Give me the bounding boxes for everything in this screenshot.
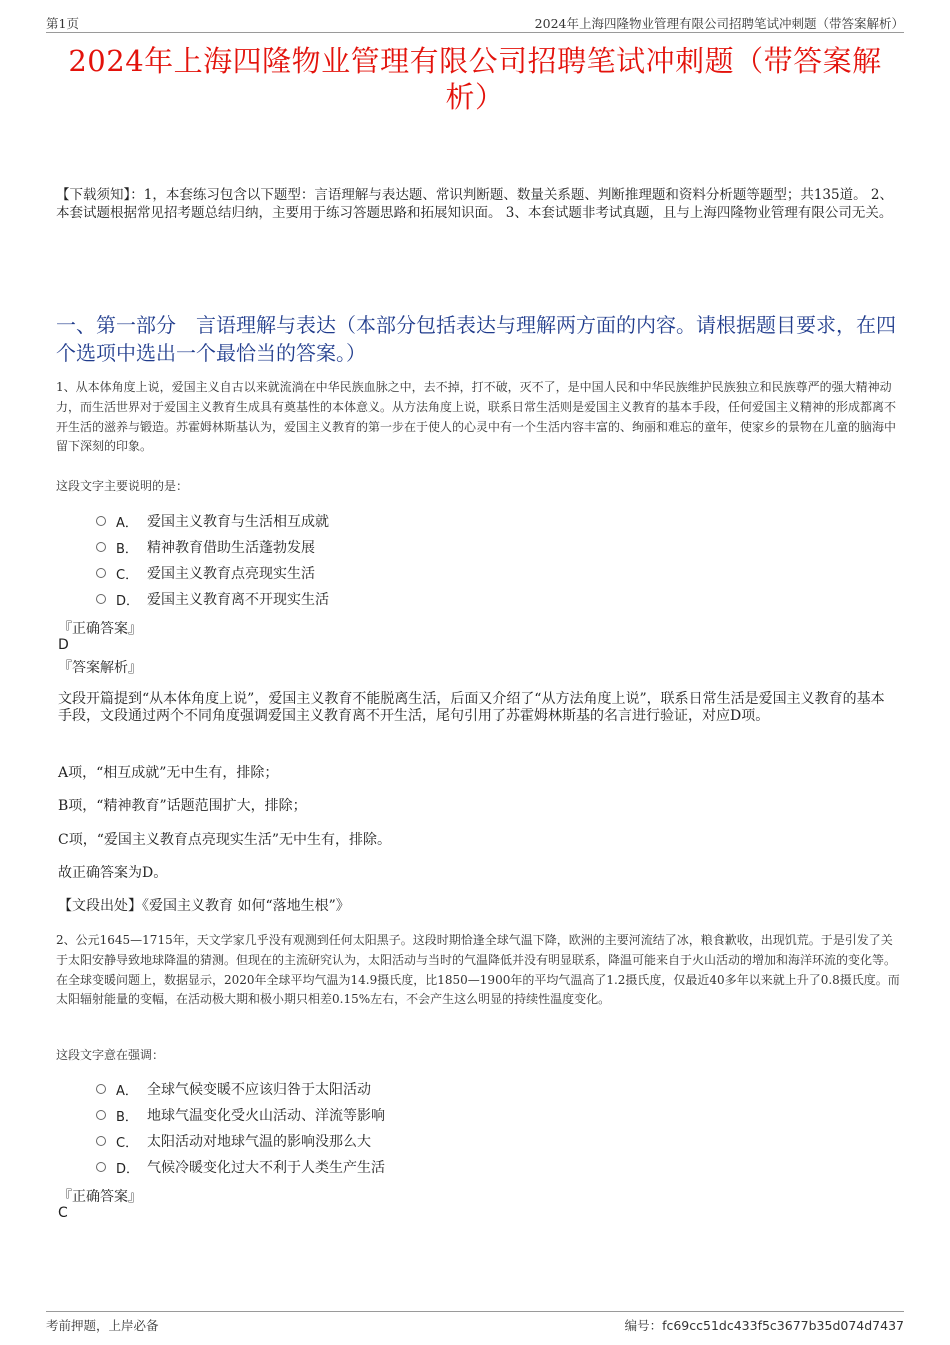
option-text: 全球气候变暖不应该归咎于太阳活动 (147, 1082, 371, 1098)
option-b[interactable] (96, 534, 329, 560)
correct-answer: D (58, 637, 69, 653)
option-letter: B． (116, 541, 138, 557)
option-a[interactable] (96, 508, 329, 534)
radio-icon[interactable] (96, 1084, 106, 1094)
analysis-text: 文段开篇提到“从本体角度上说”，爱国主义教育不能脱离生活，后面又介绍了“从方法角度上说”，联系日常生活是爱国主义教育的基本手段，文段通过两个不同角度强调爱国主义教育离不开生活，尾句引用了苏霍姆林斯基的名言进行验证，对应D项。 (58, 691, 885, 724)
code-label: 编号： (624, 1318, 663, 1333)
option-text: 爱国主义教育点亮现实生活 (147, 566, 315, 582)
analysis-tag: 『答案解析』 (58, 660, 142, 676)
header-doc-title: 2024年上海四隆物业管理有限公司招聘笔试冲刺题（带答案解析） (534, 16, 904, 31)
analysis-conclusion: 故正确答案为D。 (58, 865, 168, 881)
question-1-options (96, 508, 329, 612)
radio-icon[interactable] (96, 1162, 106, 1172)
option-text: 地球气温变化受火山活动、洋流等影响 (147, 1108, 385, 1124)
option-letter: D． (116, 593, 140, 609)
option-c[interactable] (96, 1128, 385, 1154)
radio-icon[interactable] (96, 1136, 106, 1146)
option-b[interactable] (96, 1102, 385, 1128)
radio-icon[interactable] (96, 594, 106, 604)
radio-icon[interactable] (96, 516, 106, 526)
option-c[interactable] (96, 560, 329, 586)
option-text: 气候冷暖变化过大不利于人类生产生活 (147, 1160, 385, 1176)
question-1-text: 1、从本体角度上说，爱国主义自古以来就流淌在中华民族血脉之中，去不掉，打不破，灭不了，是中国人民和中华民族维护民族独立和民族尊严的强大精神动力，而生活世界对于爱国主义教育生成具有奠基性的本体意义。从方法角度上说，联系日常生活则是爱国主义教育的基本手段，任何爱国主义精神的形成都离不开生活的滋养与锻造。苏霍姆林斯基认为，爱国主义教育的第一步在于使人的心灵中有一个生活内容丰富的、绚丽和难忘的童年，使家乡的景物在儿童的脑海中留下深刻的印象。 (56, 380, 897, 454)
source-citation: 【文段出处】《爱国主义教育 如何“落地生根”》 (58, 898, 350, 914)
option-text: 精神教育借助生活蓬勃发展 (147, 540, 315, 556)
section-heading: 一、第一部分 言语理解与表达（本部分包括表达与理解两方面的内容。请根据题目要求，在四个选项中选出一个最恰当的答案。） (56, 313, 896, 365)
option-letter: A． (116, 1083, 138, 1099)
question-1-prompt: 这段文字主要说明的是： (56, 479, 189, 493)
page-header (46, 10, 904, 33)
option-letter: C． (116, 1135, 139, 1151)
option-text: 太阳活动对地球气温的影响没那么大 (147, 1134, 371, 1150)
radio-icon[interactable] (96, 568, 106, 578)
correct-answer: C (58, 1205, 68, 1221)
analysis-note-b: B项，“精神教育”话题范围扩大，排除； (58, 798, 307, 814)
option-d[interactable] (96, 586, 329, 612)
option-a[interactable] (96, 1076, 385, 1102)
analysis-note-c: C项，“爱国主义教育点亮现实生活”无中生有，排除。 (58, 832, 392, 848)
page-footer (46, 1311, 904, 1334)
question-2-options (96, 1076, 385, 1180)
option-text: 爱国主义教育与生活相互成就 (147, 514, 329, 530)
answer-tag: 『正确答案』 (58, 1189, 142, 1205)
page-number: 第1页 (46, 16, 79, 31)
footer-code (625, 1316, 904, 1334)
question-2-prompt: 这段文字意在强调： (56, 1048, 165, 1062)
option-letter: C． (116, 567, 139, 583)
radio-icon[interactable] (96, 1110, 106, 1120)
code-value: fc69cc51dc433f5c3677b35d074d7437 (662, 1318, 904, 1333)
page-title: 2024年上海四隆物业管理有限公司招聘笔试冲刺题（带答案解析） (68, 44, 882, 114)
option-letter: B． (116, 1109, 138, 1125)
download-notice: 【下载须知】：1，本套练习包含以下题型：言语理解与表达题、常识判断题、数量关系题、判断推理题和资料分析题等题型；共135道。 2、本套试题根据常见招考题总结归纳，主要用于练习答题思路和拓展知识面。 3、本套试题非考试真题，且与上海四隆物业管理有限公司无关。 (56, 187, 893, 221)
option-letter: D． (116, 1161, 140, 1177)
answer-tag: 『正确答案』 (58, 621, 142, 637)
footer-slogan: 考前押题，上岸必备 (46, 1318, 159, 1333)
option-text: 爱国主义教育离不开现实生活 (147, 592, 329, 608)
option-d[interactable] (96, 1154, 385, 1180)
option-letter: A． (116, 515, 138, 531)
question-2-text: 2、公元1645—1715年，天文学家几乎没有观测到任何太阳黑子。这段时期恰逢全球气温下降，欧洲的主要河流结了冰，粮食歉收，出现饥荒。于是引发了关于太阳安静导致地球降温的猜测。但现在的主流研究认为，太阳活动与当时的气温降低并没有明显联系，降温可能来自于火山活动的增加和海洋环流的变化等。在全球变暖问题上，数据显示，2020年全球平均气温为14.9摄氏度，比1850—1900年的平均气温高了1.2摄氏度，仅最近40多年以来就上升了0.8摄氏度。而太阳辐射能量的变幅，在活动极大期和极小期只相差0.15%左右，不会产生这么明显的持续性温度变化。 (56, 933, 900, 1007)
analysis-note-a: A项，“相互成就”无中生有，排除； (58, 765, 279, 781)
radio-icon[interactable] (96, 542, 106, 552)
